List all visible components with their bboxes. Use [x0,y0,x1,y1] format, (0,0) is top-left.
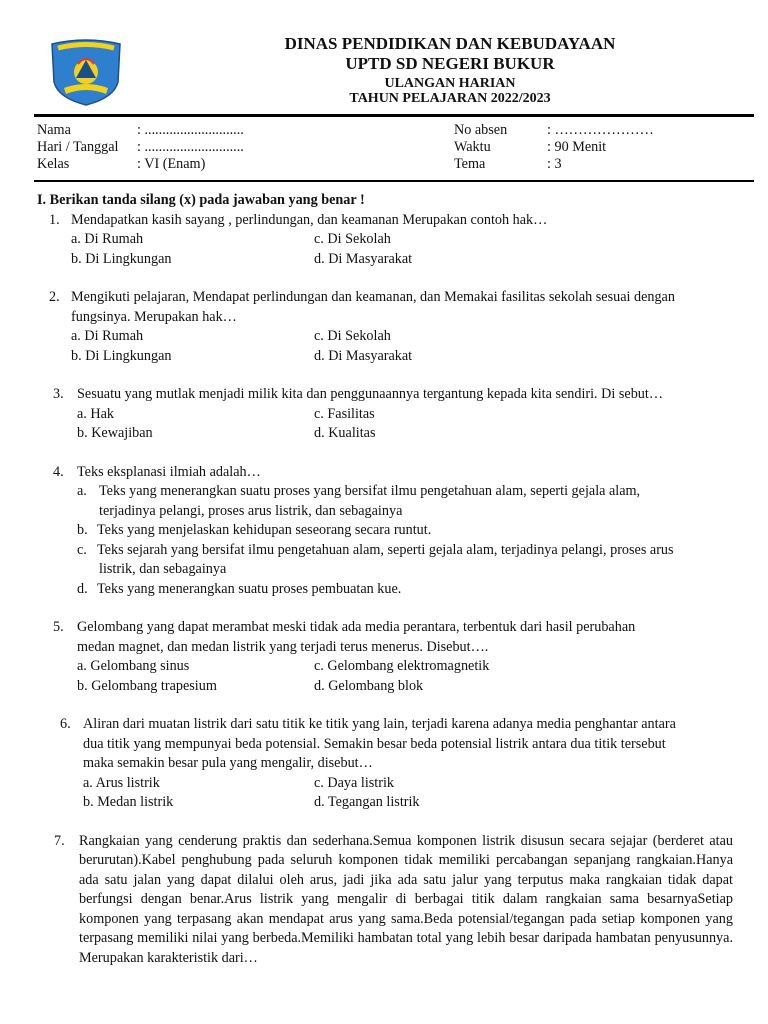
question-7 [37,832,733,969]
option-c[interactable]: c. Di Sekolah [314,328,391,344]
info-label-hari-tanggal: Hari / Tanggal [37,139,119,155]
option-b[interactable]: b. Kewajiban [77,425,153,441]
option-d[interactable]: d. Kualitas [314,425,376,441]
option-text: Teks yang menerangkan suatu proses yang bersifat ilmu pengetahuan alam, seperti gejala alam, [99,483,641,499]
option-b[interactable]: b. Di Lingkungan [71,250,172,267]
question-number: 2. [49,289,60,305]
info-label-kelas: Kelas [37,156,70,172]
option-a[interactable]: a. Di Rumah [71,231,144,247]
option-c[interactable] [37,541,733,580]
question-text: Rangkaian yang cenderung praktis dan sederhana.Semua komponen listrik disusun secara sejajar (berderet atau berurutan).Kabel penghubung pada seluruh komponen tidak memiliki percabangan sepanjang rangkaian.Hanya ada satu jalan yang dapat dilalui oleh arus, jadi jika ada satu jalur yang terputus maka rangkaian tidak dapat berfungsi dengan benar.Arus listrik yang mengalir di berbagai titik dalam rangkaian sama besarnyaSetiap komponen yang terpasang akan mendapat arus yang sama.Beda potensial/tegangan pada setiap komponen yang terpasang memiliki nilai yang berbeda.Memiliki hambatan total yang lebih besar daripada hambatan penyusunnya. Merupakan karakteristik dari… [79,832,733,966]
option-a[interactable]: a. Gelombang sinus [77,658,190,674]
option-c[interactable]: c. Di Sekolah [314,231,391,247]
question-1-options [37,230,733,269]
option-letter: b. [77,522,88,538]
option-a[interactable]: a. Di Rumah [71,328,144,344]
option-d[interactable]: d. Tegangan listrik [314,794,420,810]
student-info [37,122,757,173]
option-d[interactable] [37,580,733,600]
option-text: terjadinya pelangi, proses arus listrik, dan sebagainya [99,502,403,519]
info-value-no-absen: : ………………… [547,122,654,138]
option-a[interactable] [37,482,733,521]
option-letter: c. [77,541,87,558]
option-text: Teks yang menerangkan suatu proses pembuatan kue. [97,580,402,597]
question-2-options [37,327,733,366]
info-label-waktu: Waktu [454,139,491,155]
info-label-tema: Tema [454,156,486,172]
question-2 [37,288,733,327]
question-number: 4. [53,463,64,480]
option-a[interactable]: a. Arus listrik [83,774,160,791]
option-c[interactable]: c. Fasilitas [314,405,375,422]
question-4 [37,463,733,483]
question-text-line: maka semakin besar pula yang mengalir, disebut… [83,755,373,771]
option-a[interactable]: a. Hak [77,405,115,422]
question-3-options [37,405,733,444]
option-c[interactable]: c. Gelombang elektromagnetik [314,658,490,674]
academic-year: TAHUN PELAJARAN 2022/2023 [349,91,551,106]
question-text-line: Mengikuti pelajaran, Mendapat perlindungan dan keamanan, dan Memakai fasilitas sekolah sesuai dengan [71,289,675,305]
option-d[interactable]: d. Gelombang blok [314,677,424,694]
question-text: Sesuatu yang mutlak menjadi milik kita dan penggunaannya tergantung kepada kita sendiri. Di sebut… [77,386,664,402]
question-3 [37,385,733,405]
question-5-options [37,657,733,696]
question-number: 7. [54,832,65,849]
question-text-line: fungsinya. Merupakan hak… [71,308,237,325]
info-value-tema: : 3 [547,156,562,172]
info-divider [34,180,754,182]
question-text-line: Gelombang yang dapat merambat meski tidak ada media perantara, terbentuk dari hasil perubahan [77,619,636,635]
question-text-line: Aliran dari muatan listrik dari satu titik ke titik yang lain, terjadi karena adanya media penghantar antara [83,716,676,732]
question-5 [37,618,733,657]
question-text-line: dua titik yang mempunyai beda potensial. Semakin besar beda potensial listrik antara dua titik tersebut [83,735,666,752]
option-d[interactable]: d. Di Masyarakat [314,250,413,267]
info-value-waktu: : 90 Menit [547,139,607,155]
question-text: Mendapatkan kasih sayang , perlindungan, dan keamanan Merupakan contoh hak… [71,211,548,228]
question-number: 5. [53,619,64,635]
info-label-no-absen: No absen [454,122,508,138]
option-b[interactable]: b. Medan listrik [83,794,174,810]
option-c[interactable]: c. Daya listrik [314,774,394,791]
question-6 [37,715,733,774]
question-number: 3. [53,386,64,402]
header-divider [34,114,754,117]
info-value-kelas: : VI (Enam) [137,156,206,172]
question-number: 1. [49,211,60,228]
school-name: UPTD SD NEGERI BUKUR [345,54,555,73]
info-label-nama: Nama [37,122,71,138]
exam-content [37,191,733,968]
option-text: listrik, dan sebagainya [99,561,227,577]
question-1 [37,211,733,231]
option-d[interactable]: d. Di Masyarakat [314,347,413,364]
question-number: 6. [60,716,71,732]
option-b[interactable]: b. Gelombang trapesium [77,677,217,694]
question-text: Teks eksplanasi ilmiah adalah… [77,463,261,480]
info-value-nama: : ............................ [137,122,244,138]
section-title: I. Berikan tanda silang (x) pada jawaban yang benar ! [37,192,365,208]
info-value-hari-tanggal: : ............................ [137,139,244,155]
option-letter: d. [77,580,88,597]
option-text: Teks yang menjelaskan kehidupan seseorang secara runtut. [97,522,432,538]
header-title: DINAS PENDIDIKAN DAN KEBUDAYAAN [284,34,616,53]
tut-wuri-handayani-logo [48,38,124,106]
exam-type: ULANGAN HARIAN [384,76,516,91]
question-6-options [37,774,733,813]
option-b[interactable] [37,521,733,541]
option-b[interactable]: b. Di Lingkungan [71,347,172,364]
option-letter: a. [77,483,87,499]
option-text: Teks sejarah yang bersifat ilmu pengetahuan alam, seperti gejala alam, terjadinya pelangi, proses arus [97,541,674,558]
question-text-line: medan magnet, dan medan listrik yang terjadi terus menerus. Disebut…. [77,638,489,655]
